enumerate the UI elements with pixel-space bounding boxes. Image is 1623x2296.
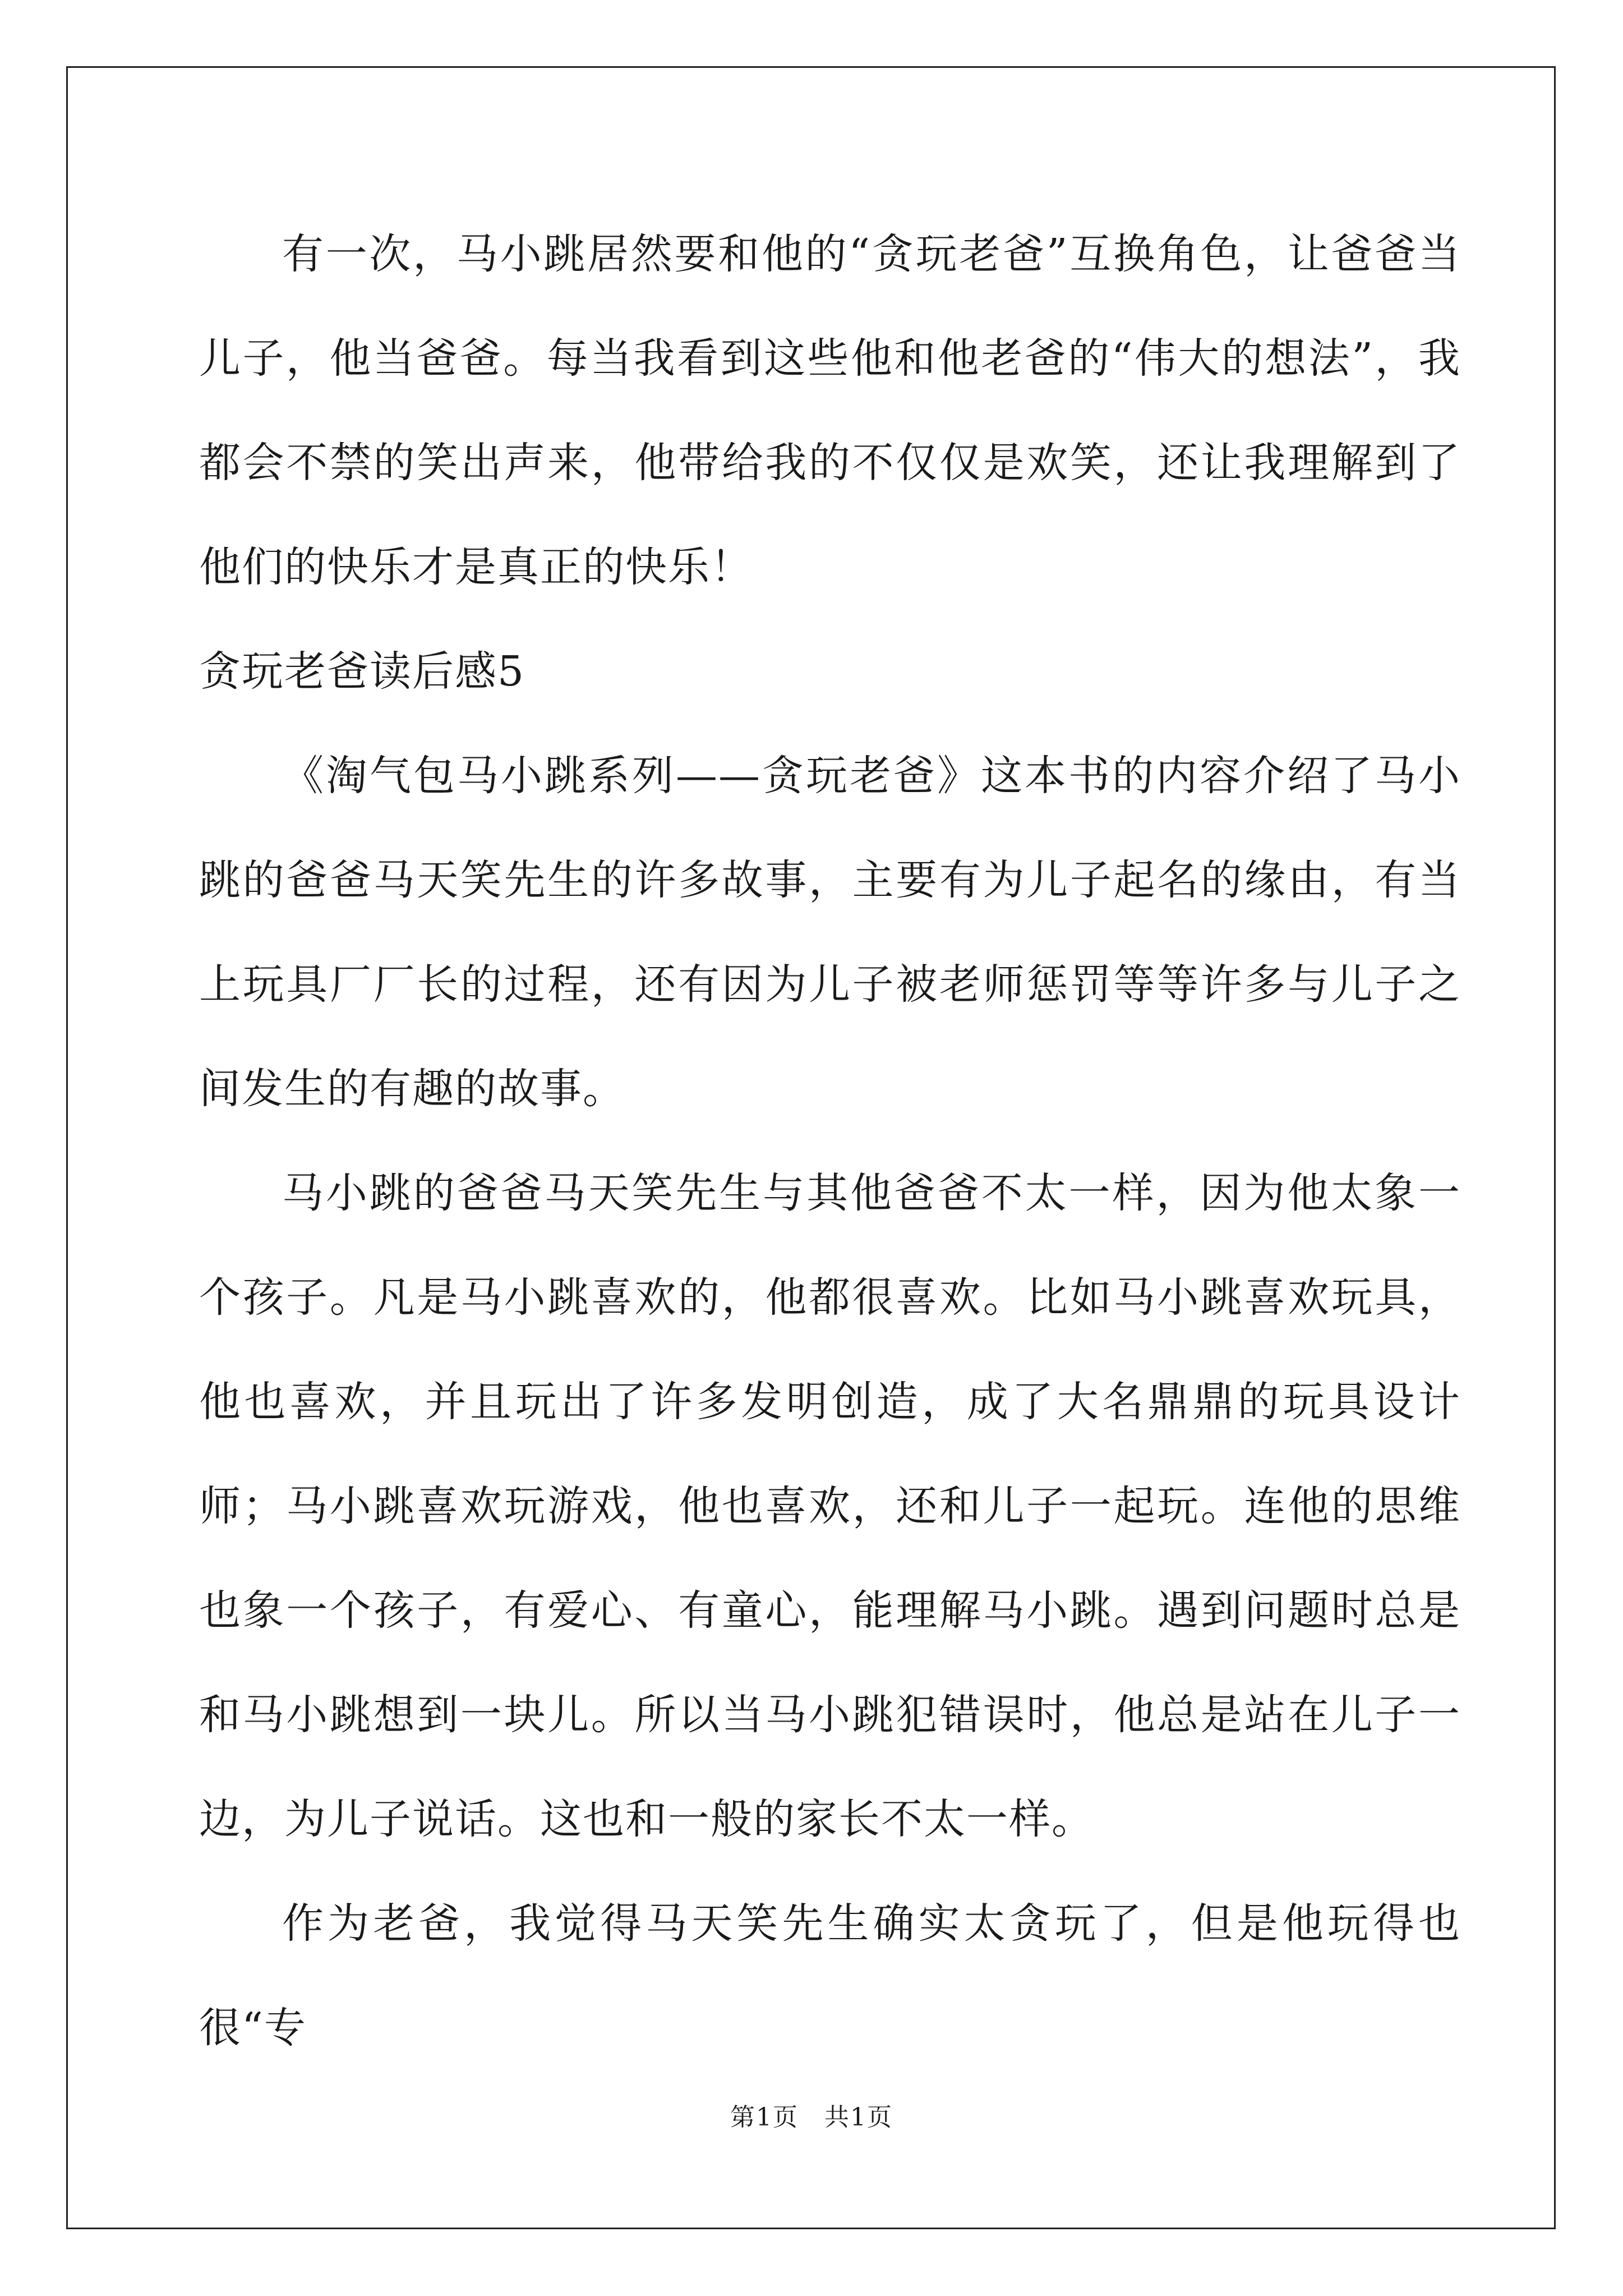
- section-heading: 贪玩老爸读后感5: [199, 647, 525, 696]
- document-body: [199, 202, 1461, 2080]
- paragraph-2: 《淘气包马小跳系列——贪玩老爸》这本书的内容介绍了马小跳的爸爸马天笑先生的许多故事，主要有为儿子起名的缘由，有当上玩具厂厂长的过程，还有因为儿子被老师惩罚等等许多与儿子之间发生的有趣的故事。: [199, 752, 1461, 1113]
- paragraph-4: 作为老爸，我觉得马天笑先生确实太贪玩了，但是他玩得也很“专: [199, 1899, 1461, 2052]
- page-footer: 第1页 共1页: [730, 2103, 893, 2132]
- paragraph-3: 马小跳的爸爸马天笑先生与其他爸爸不太一样，因为他太象一个孩子。凡是马小跳喜欢的，他都很喜欢。比如马小跳喜欢玩具，他也喜欢，并且玩出了许多发明创造，成了大名鼎鼎的玩具设计师；马小跳喜欢玩游戏，他也喜欢，还和儿子一起玩。连他的思维也象一个孩子，有爱心、有童心，能理解马小跳。遇到问题时总是和马小跳想到一块儿。所以当马小跳犯错误时，他总是站在儿子一边，为儿子说话。这也和一般的家长不太一样。: [199, 1169, 1461, 1843]
- paragraph-1: 有一次，马小跳居然要和他的“贪玩老爸”互换角色，让爸爸当儿子，他当爸爸。每当我看到这些他和他老爸的“伟大的想法”，我都会不禁的笑出声来，他带给我的不仅仅是欢笑，还让我理解到了他们的快乐才是真正的快乐！: [199, 230, 1461, 591]
